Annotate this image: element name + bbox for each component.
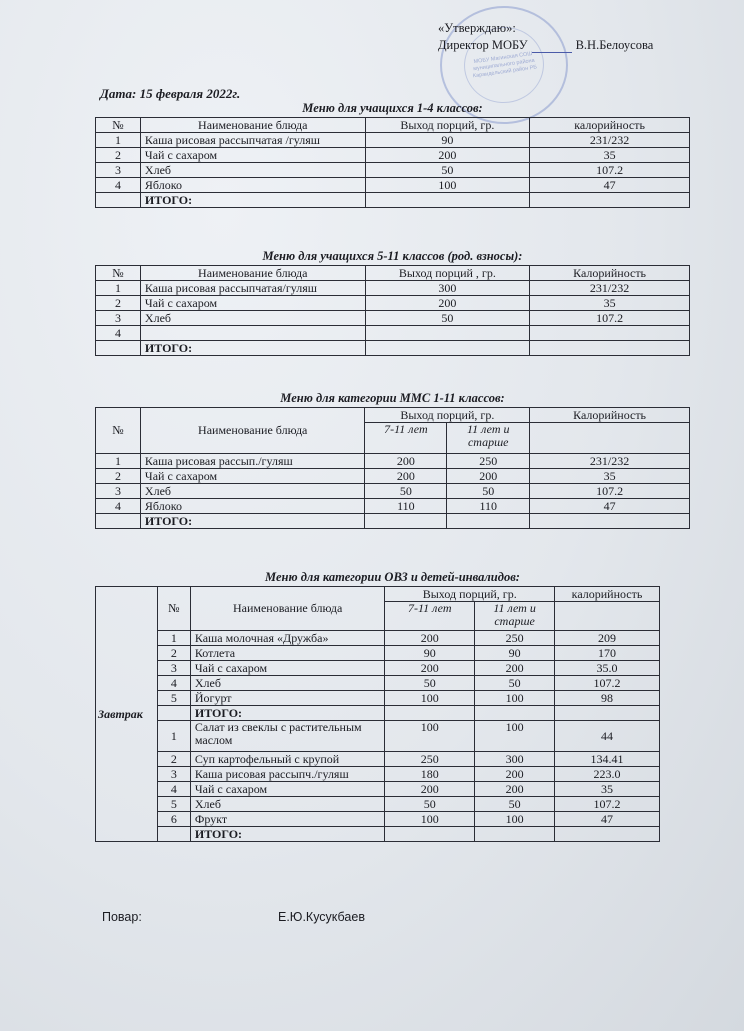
signature [532, 40, 572, 53]
cell: 2 [96, 296, 141, 311]
cell: Йогурт [190, 691, 385, 706]
table-row [96, 631, 660, 646]
menu3-table [95, 407, 690, 529]
cell: Фрукт [190, 812, 385, 827]
header-num: № [96, 118, 141, 133]
cell [140, 326, 365, 341]
cell: 200 [365, 469, 447, 484]
table-row [96, 469, 690, 484]
cell: 250 [385, 752, 475, 767]
cell: Каша рисовая рассыпчатая /гуляш [140, 133, 365, 148]
cell [530, 341, 690, 356]
cell: 107.2 [530, 484, 690, 499]
cell: 100 [385, 812, 475, 827]
stamp-text: МОБУ Магинская СОШ муниципального района Караидельский район РБ [459, 22, 549, 108]
cell: 223.0 [555, 767, 660, 782]
cell: 300 [475, 752, 555, 767]
cell: 100 [385, 721, 475, 752]
cell: 2 [96, 148, 141, 163]
cell: 3 [157, 767, 190, 782]
cook-name: Е.Ю.Кусукбаев [278, 910, 365, 924]
total-row [96, 341, 690, 356]
cell: 231/232 [530, 133, 690, 148]
header-calories: Калорийность [530, 266, 690, 281]
cell: Чай с сахаром [190, 782, 385, 797]
header-output: Выход порций , гр. [365, 266, 530, 281]
table-header-row [96, 266, 690, 281]
total-label: ИТОГО: [190, 827, 385, 842]
cell: 209 [555, 631, 660, 646]
cell: 35.0 [555, 661, 660, 676]
cell: 6 [157, 812, 190, 827]
table-row [96, 311, 690, 326]
header-calories: Калорийность [530, 408, 690, 423]
cell: Хлеб [140, 484, 365, 499]
header-num: № [96, 408, 141, 454]
table-row [96, 782, 660, 797]
table-row [96, 178, 690, 193]
table-row [96, 281, 690, 296]
cell [365, 193, 530, 208]
cell [365, 341, 530, 356]
cell: 50 [475, 676, 555, 691]
cell: Каша рисовая рассыпч./гуляш [190, 767, 385, 782]
cell: Яблоко [140, 499, 365, 514]
cell: 90 [475, 646, 555, 661]
cell [447, 514, 530, 529]
cell [555, 827, 660, 842]
total-label: ИТОГО: [140, 341, 365, 356]
cell: 200 [365, 148, 530, 163]
cell: 5 [157, 797, 190, 812]
cell [385, 706, 475, 721]
cell: 50 [365, 163, 530, 178]
header-name: Наименование блюда [140, 266, 365, 281]
cell: Каша молочная «Дружба» [190, 631, 385, 646]
cell: 35 [530, 469, 690, 484]
menu1-table [95, 117, 690, 208]
header-age-7-11: 7-11 лет [385, 602, 475, 631]
cell: 50 [475, 797, 555, 812]
cell: 44 [555, 721, 660, 752]
cell: 107.2 [530, 163, 690, 178]
cell: 100 [475, 691, 555, 706]
cell: Хлеб [190, 797, 385, 812]
cell: 180 [385, 767, 475, 782]
cell: 47 [555, 812, 660, 827]
cell: 50 [385, 676, 475, 691]
cell: 100 [475, 721, 555, 752]
cell: Чай с сахаром [190, 661, 385, 676]
cell: 4 [96, 499, 141, 514]
cell: 200 [365, 454, 447, 469]
cell: Каша рисовая рассып./гуляш [140, 454, 365, 469]
director-name: В.Н.Белоусова [575, 38, 654, 52]
cell [157, 706, 190, 721]
header-output: Выход порций, гр. [365, 408, 530, 423]
menu4-table [95, 586, 660, 842]
cell: 100 [365, 178, 530, 193]
table-row [96, 767, 660, 782]
cell [157, 827, 190, 842]
cell: 2 [157, 646, 190, 661]
cell: 200 [385, 661, 475, 676]
menu2-caption: Меню для учащихся 5-11 классов (род. взносы): [262, 249, 523, 263]
cell: 50 [385, 797, 475, 812]
cell: 50 [447, 484, 530, 499]
table-row [96, 812, 660, 827]
cell: 200 [475, 782, 555, 797]
cell: Чай с сахаром [140, 469, 365, 484]
cell: 1 [96, 133, 141, 148]
total-row [96, 706, 660, 721]
cell [530, 423, 690, 454]
approval-block [438, 20, 653, 54]
cell: 1 [157, 631, 190, 646]
cell: 50 [365, 484, 447, 499]
cell: Хлеб [140, 163, 365, 178]
header-calories: калорийность [555, 587, 660, 602]
total-row [96, 827, 660, 842]
approval-director-line [438, 37, 653, 54]
cell: 107.2 [555, 676, 660, 691]
cell [96, 514, 141, 529]
menu1-caption: Меню для учащихся 1-4 классов: [302, 101, 483, 115]
table-row [96, 133, 690, 148]
table-row [96, 646, 660, 661]
header-age-7-11: 7-11 лет [365, 423, 447, 454]
cell [530, 326, 690, 341]
cell: 47 [530, 499, 690, 514]
cell: 47 [530, 178, 690, 193]
cell: 1 [96, 454, 141, 469]
cell: 3 [157, 661, 190, 676]
header-age-11-plus: 11 лет и старше [447, 423, 530, 454]
cell: 200 [385, 631, 475, 646]
table-row [96, 676, 660, 691]
cell: 2 [157, 752, 190, 767]
header-num: № [96, 266, 141, 281]
cell [365, 514, 447, 529]
header-calories: калорийность [530, 118, 690, 133]
cell: 1 [157, 721, 190, 752]
cell: 98 [555, 691, 660, 706]
approval-title: «Утверждаю»: [438, 21, 516, 35]
cell: 100 [475, 812, 555, 827]
cell: Суп картофельный с крупой [190, 752, 385, 767]
cell: 2 [96, 469, 141, 484]
cell: Яблоко [140, 178, 365, 193]
cell [530, 514, 690, 529]
cell: 100 [385, 691, 475, 706]
menu4-caption: Меню для категории ОВЗ и детей-инвалидов: [265, 570, 520, 584]
cell: 231/232 [530, 281, 690, 296]
cell: 4 [96, 178, 141, 193]
menu3-caption: Меню для категории ММС 1-11 классов: [280, 391, 505, 405]
menu2-table [95, 265, 690, 356]
cell: 250 [447, 454, 530, 469]
cell: 50 [365, 311, 530, 326]
cell: 107.2 [530, 311, 690, 326]
cell: 35 [530, 148, 690, 163]
table-header-row [96, 118, 690, 133]
cell: 4 [96, 326, 141, 341]
cell: Хлеб [140, 311, 365, 326]
total-row [96, 514, 690, 529]
cell: Хлеб [190, 676, 385, 691]
cell: 200 [365, 296, 530, 311]
table-row [96, 148, 690, 163]
cell: 200 [475, 661, 555, 676]
header-name: Наименование блюда [140, 408, 365, 454]
header-name: Наименование блюда [190, 587, 385, 631]
table-row [96, 797, 660, 812]
cell [555, 602, 660, 631]
total-label: ИТОГО: [140, 193, 365, 208]
cell: Салат из свеклы с растительным маслом [190, 721, 385, 752]
header-name: Наименование блюда [140, 118, 365, 133]
cell [530, 193, 690, 208]
cell: 231/232 [530, 454, 690, 469]
table-row [96, 163, 690, 178]
cell: 110 [365, 499, 447, 514]
cell: 90 [385, 646, 475, 661]
table-header-row [96, 587, 660, 602]
cell: 35 [555, 782, 660, 797]
cell: 3 [96, 484, 141, 499]
cell: 3 [96, 163, 141, 178]
table-row [96, 691, 660, 706]
cell: 4 [157, 782, 190, 797]
cell: 200 [475, 767, 555, 782]
table-row [96, 499, 690, 514]
table-row [96, 721, 660, 752]
table-row [96, 752, 660, 767]
table-row [96, 484, 690, 499]
cell: 90 [365, 133, 530, 148]
cell: 107.2 [555, 797, 660, 812]
header-age-11-plus: 11 лет и старше [475, 602, 555, 631]
cell: 5 [157, 691, 190, 706]
cell: 300 [365, 281, 530, 296]
cell [96, 341, 141, 356]
cell: 250 [475, 631, 555, 646]
cell [475, 706, 555, 721]
cell [385, 827, 475, 842]
cell: Чай с сахаром [140, 296, 365, 311]
cell [96, 193, 141, 208]
cell: 200 [385, 782, 475, 797]
total-row [96, 193, 690, 208]
header-output: Выход порций, гр. [385, 587, 555, 602]
cell: 1 [96, 281, 141, 296]
table-row [96, 326, 690, 341]
table-row [96, 454, 690, 469]
table-row [96, 661, 660, 676]
cell: 110 [447, 499, 530, 514]
cell: 3 [96, 311, 141, 326]
meal-label: Завтрак [96, 587, 158, 842]
cell [365, 326, 530, 341]
table-header-row [96, 408, 690, 423]
cell: 200 [447, 469, 530, 484]
cell: Каша рисовая рассыпчатая/гуляш [140, 281, 365, 296]
director-label: Директор МОБУ [438, 38, 528, 52]
cell: Чай с сахаром [140, 148, 365, 163]
cell: 170 [555, 646, 660, 661]
cook-label: Повар: [102, 910, 142, 924]
total-label: ИТОГО: [140, 514, 365, 529]
table-row [96, 296, 690, 311]
total-label: ИТОГО: [190, 706, 385, 721]
header-num: № [157, 587, 190, 631]
cell: 134.41 [555, 752, 660, 767]
cell [555, 706, 660, 721]
header-output: Выход порций, гр. [365, 118, 530, 133]
cell: 4 [157, 676, 190, 691]
cell: 35 [530, 296, 690, 311]
menu-date: Дата: 15 февраля 2022г. [100, 86, 241, 101]
cell: Котлета [190, 646, 385, 661]
cell [475, 827, 555, 842]
